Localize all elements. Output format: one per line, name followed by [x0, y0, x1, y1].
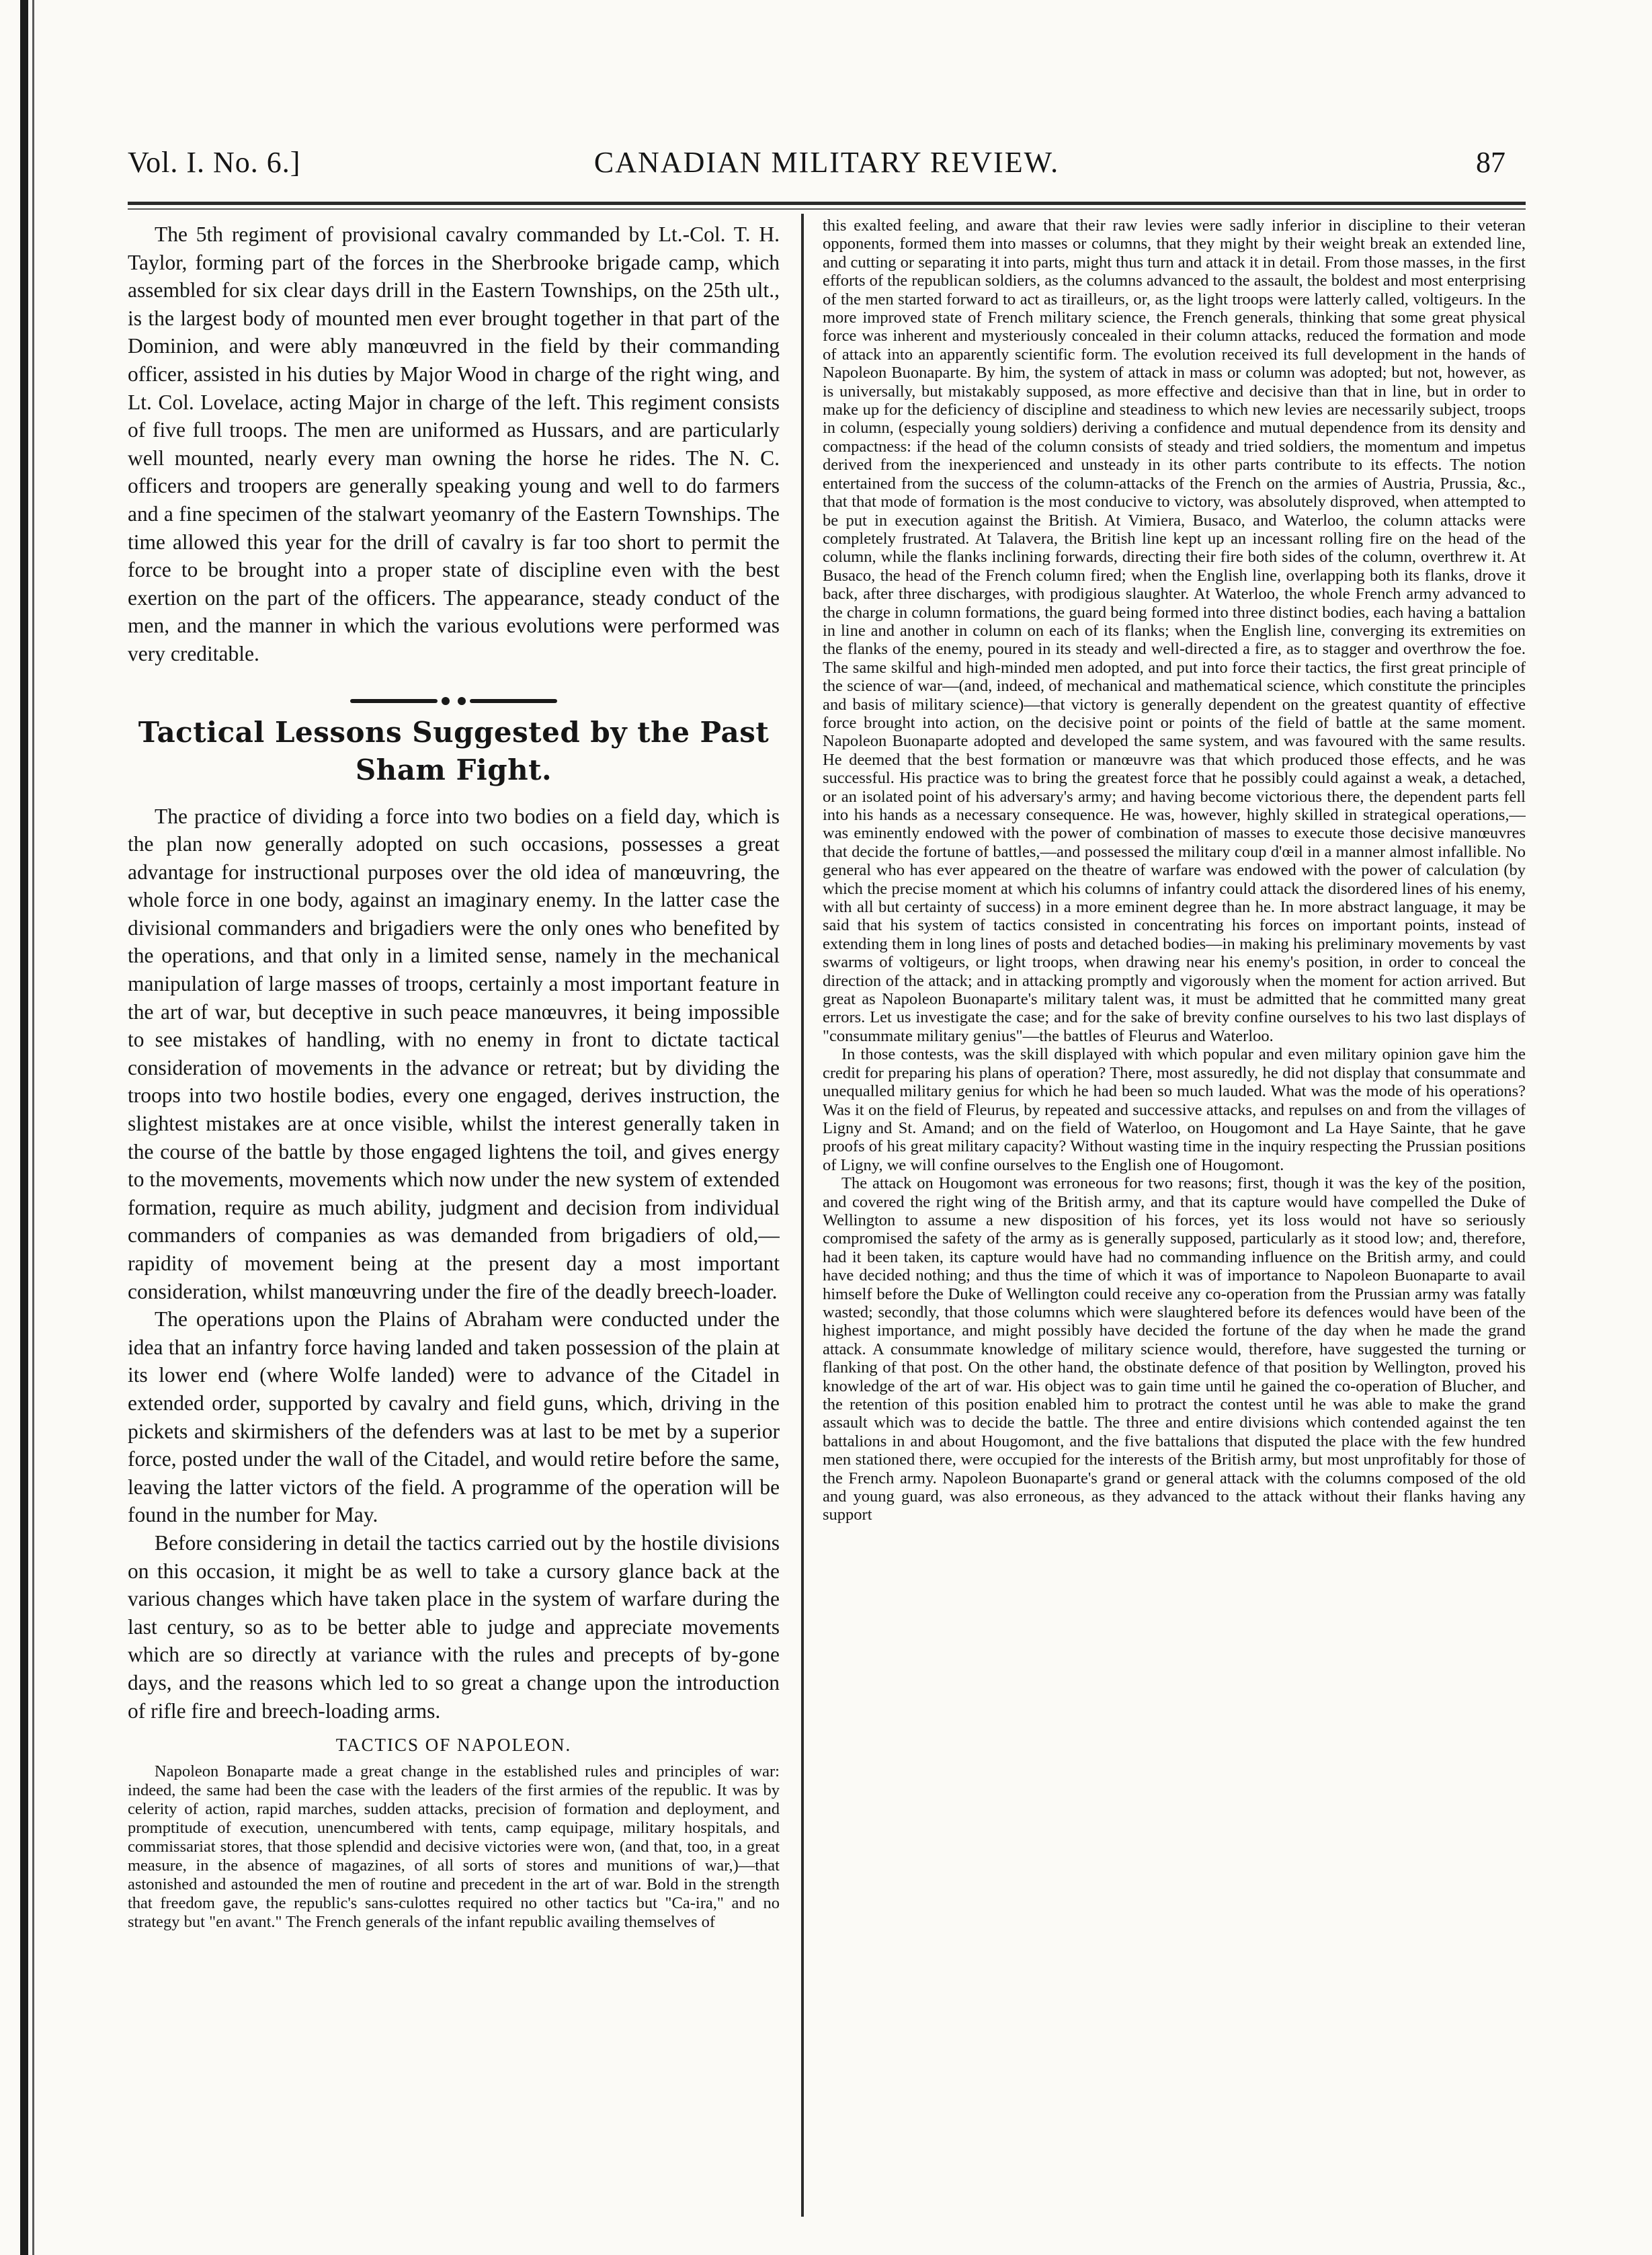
left-column — [128, 220, 780, 2203]
volume-issue: Vol. I. No. 6.] — [128, 146, 301, 179]
page-binding-edge — [20, 0, 28, 2255]
column-rule — [801, 214, 804, 2217]
header-rule-thin — [128, 208, 1526, 210]
subsection-title: TACTICS OF NAPOLEON. — [335, 1735, 572, 1756]
page-binding-edge-line — [32, 0, 34, 2255]
right-column — [823, 216, 1526, 2206]
article-paragraph: The attack on Hougomont was erroneous for two reasons; first, though it was the key of the position, and covered the right wing of the British army, and that its capture would have compelled the Duke of Wellington to assume a new disposition of his forces, yet its loss would not have so seriously compromised the safety of the army as is generally supposed, particularly as it stood low; and, therefore, had it been taken, its capture would have had no commanding influence on the British army, and could have decided nothing; and thus the time of which it was of importance to Napoleon Buonaparte to avail himself before the Duke of Wellington could receive any co-operation from the Prussian army was fatally wasted; secondly, that those columns which were slaughtered before its defences would have been of the highest importance, and might possibly have decided the fortune of the day when he made the grand attack. A consummate knowledge of military science would, therefore, have suggested the turning or flanking of that post. On the other hand, the obstinate defence of that position by Wellington, proved his knowledge of the art of war. His object was to gain time until he gained the co-operation of Blucher, and the retention of this position enabled him to protract the contest until he was able to make the grand assault which was to decide the battle. The three and entire divisions which contended against the ten battalions in and about Hougomont, and the five battalions that disputed the place with the few hundred men stationed there, were occupied for the interests of the British army, but most unprofitably for those of the French army. Napoleon Buonaparte's grand or general attack with the columns composed of the old and young guard, was also erroneous, as they advanced to the attack without their flanks having any support — [823, 1174, 1526, 1524]
article-paragraph: The practice of dividing a force into two bodies on a field day, which is the plan now generally adopted on such occasions, possesses a great advantage for instructional purposes over the old idea of manœuvring, the whole force in one body, against an imaginary enemy. In the latter case the divisional commanders and brigadiers were the only ones who benefited by the operations, and that only in a limited sense, namely in the mechanical manipulation of large masses of troops, certainly a most important feature in the art of war, but deceptive in such peace manœuvres, it being impossible to see mistakes of handling, with no enemy in front to dictate tactical consideration of movements in the advance or retreat; but by dividing the troops into two hostile bodies, every one engaged, derives instruction, the slightest mistakes are at once visible, whilst the interest generally taken in the course of the battle by those engaged lightens the toil, and gives energy to the movements, movements which now under the new system of extended formation, require as much ability, judgment and decision from individual commanders of companies as was demanded from brigadiers of old,—rapidity of movement being at the present day a most important consideration, whilst manœuvring under the fire of the deadly breech-loader. — [128, 804, 780, 1303]
continued-paragraph: this exalted feeling, and aware that their raw levies were sadly inferior in discipline to their veteran opponents, formed them into masses or columns, that they might by their weight break an extended line, and cutting or separating it into parts, might thus turn and attack it in detail. From those masses, in the first efforts of the republican soldiers, as the columns advanced to the assault, the boldest and most enterprising of the men started forward to act as tirailleurs, or, as the light troops were latterly called, voltigeurs. In the more improved state of French military science, the French generals, thinking that some great physical force was inherent and mysteriously concealed in their column attacks, reduced the formation and mode of attack into an apparently scientific form. The evolution received its full development in the hands of Napoleon Buonaparte. By him, the system of attack in mass or column was adopted; but not, however, as is universally, but mistakably supposed, as more effective and decisive than that in line, but in order to make up for the deficiency of discipline and steadiness to which new levies are necessarily subject, troops in column, (especially young soldiers) deriving a confidence and mutual dependence from its density and compactness: if the head of the column consists of steady and tried soldiers, the momentum and impetus derived from the inexperienced and unsteady in its other parts contribute to its effects. The notion entertained from the success of the column-attacks of the French on the armies of Austria, Prussia, &c., that that mode of formation is the most conducive to victory, was absolutely disproved, when attempted to be put in execution against the British. At Vimiera, Busaco, and Waterloo, the column attacks were completely frustrated. At Talavera, the British line kept up an incessant rolling fire on the head of the column, while the flanks inclining forwards, directing their fire both sides of the column, overthrew it. At Busaco, the head of the French column fired; when the English line, overlapping both its flanks, drove it back, after three discharges, with prodigious slaughter. At Waterloo, the whole French army advanced to the charge in column formations, the guard being formed into three distinct bodies, each having a battalion in line and another in column on each of its flanks; when the English line, converging its extremities on the flanks of the enemy, poured in its steady and well-directed a fire, as to stagger and overthrow the foe. The same skilful and high-minded men adopted, and put into force their tactics, the first great principle of the science of war—(and, indeed, of mechanical and mathematical science, which constitute the principles and basis of military science)—that victory is generally dependent on the greatest quantity of effective force brought into action, on the decisive point or points of the field of battle at the same moment. Napoleon Buonaparte adopted and developed the same system, and was favoured with the same results. He deemed that the best formation or manœuvre was that which produced those effects, and he was successful. His practice was to bring the greatest force that he possibly could against a weak, a detached, or an isolated point of his adversary's army; and having become victorious there, the dependent parts fell into his hands as a necessary consequence. He was, however, highly skilled in strategical operations,—was eminently endowed with the power of combination of masses to execute those decisive manœuvres that decide the fortune of battles,—and possessed the military coup d'œil in a manner almost infallible. No general who has ever appeared on the theatre of warfare was endowed with the power of calculation (by which the precise moment at which his columns of infantry could attack the disordered lines of his enemy, with all but certainty of success) in a more eminent degree than he. In more abstract language, it may be said that his system of tactics consisted in concentrating his forces on important points, instead of extending them in long lines of posts and detached bodies—in making his preliminary movements by vast swarms of voltigeurs, or light troops, when drawing near his enemy's position, in order to conceal the direction of the attack; and in attacking promptly and vigorously when the moment for action arrived. But great as Napoleon Buonaparte's military talent was, it must be admitted that he committed many great errors. Let us investigate the case; and for the sake of brevity confine ourselves to his two last displays of "consummate military genius"—the battles of Fleurus and Waterloo. — [823, 216, 1526, 1045]
article-title: Tactical Lessons Suggested by the Past Sham Fight. — [138, 715, 770, 786]
cavalry-paragraph: The 5th regiment of provisional cavalry commanded by Lt.-Col. T. H. Taylor, forming part of the forces in the Sherbrooke brigade camp, which assembled for six clear days drill in the Eastern Townships, on the 25th ult., is the largest body of mounted men ever brought together in that part of the Dominion, and were ably manœuvred in the field by their commanding officer, assisted in his duties by Major Wood in charge of the right wing, and Lt. Col. Lovelace, acting Major in charge of the left. This regiment consists of five full troops. The men are uniformed as Hussars, and are particularly well mounted, nearly every man owning the horse he rides. The N. C. officers and troopers are generally speaking young and well to do farmers and a fine specimen of the stalwart yeomanry of the Eastern Townships. The time allowed this year for the drill of cavalry is far too short to permit the force to be brought into a proper state of discipline even with the best exertion on the part of the officers. The appearance, steady conduct of the men, and the manner in which the various evolutions were performed was very creditable. — [128, 222, 780, 665]
article-paragraph: In those contests, was the skill displayed with which popular and even military opinion gave him the credit for preparing his plans of operation? There, most assuredly, he did not display that consummate and unequalled military genius for which he had been so much lauded. What was the mode of his operations? Was it on the field of Fleurus, by repeated and successive attacks, and repulses on and from the villages of Ligny and St. Amand; and on the field of Waterloo, on Hougomont and La Haye Sainte, that he gave proofs of his great military capacity? Without wasting time in the inquiry respecting the Prussian positions of Ligny, we will confine ourselves to the English one of Hougomont. — [823, 1045, 1526, 1174]
running-head — [128, 141, 1526, 188]
journal-title: CANADIAN MILITARY REVIEW. — [593, 146, 1060, 179]
journal-page — [128, 141, 1526, 2211]
article-paragraph: The operations upon the Plains of Abraham were conducted under the idea that an infantry force having landed and taken possession of the plain at its lower end (where Wolfe landed) were to advance of the Citadel in extended order, supported by cavalry and field guns, which, driving in the pickets and skirmishers of the defenders was at last to be met by a superior force, posted under the wall of the Citadel, and would retire before the same, leaving the latter victors of the field. A programme of the operation will be found in the number for May. — [128, 1307, 780, 1527]
article-paragraph: Before considering in detail the tactics carried out by the hostile divisions on this occasion, it might be as well to take a cursory glance back at the various changes which have taken place in the system of warfare during the last century, so as to be better able to judge and appreciate movements which are so directly at variance with the rules and precepts of by-gone days, and the reasons which led to so great a change upon the introduction of rifle fire and breech-loading arms. — [128, 1530, 780, 1723]
section-divider-ornament — [128, 686, 780, 699]
article-paragraph-small: Napoleon Bonaparte made a great change in the established rules and principles of war: indeed, the same had been the case with the leaders of the first armies of the republic. It was by celerity of action, rapid marches, sudden attacks, precision of formation and deployment, and promptitude of execution, unencumbered with tents, camp equipage, military hospitals, and commissariat stores, that those splendid and decisive victories were won, (and that, too, in a great measure, in the absence of magazines, of all sorts of stores and munitions of war,)—that astonished and astounded the men of routine and precedent in the art of war. Bold in the strength that freedom gave, the republic's sans-culottes required no other tactics but "Ca-ira," and no strategy but "en avant." The French generals of the infant republic availing themselves of — [128, 1762, 780, 1931]
page-number: 87 — [1476, 146, 1505, 179]
header-rule — [128, 202, 1526, 205]
